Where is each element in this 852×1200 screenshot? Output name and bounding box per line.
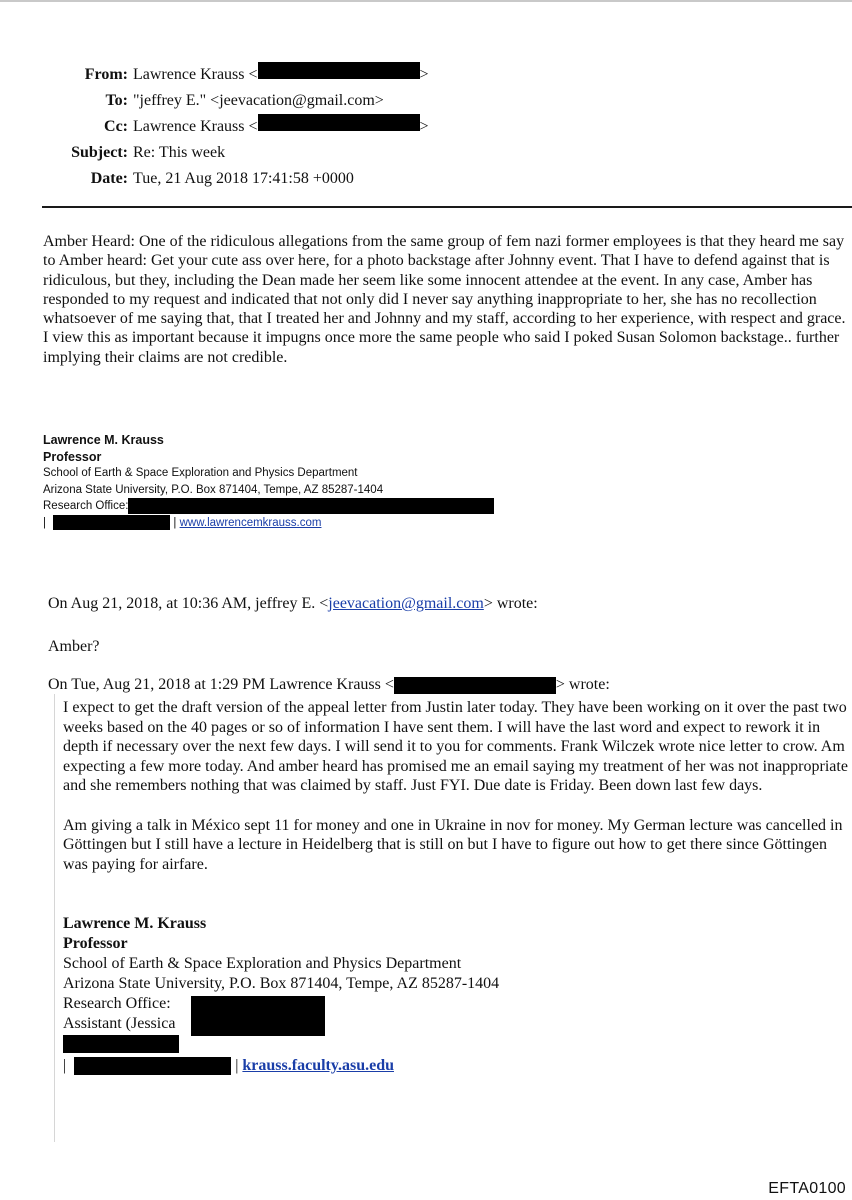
signature-name: Lawrence M. Krauss <box>63 915 207 932</box>
signature-contact-line <box>63 1056 499 1076</box>
signature-title: Professor <box>43 449 102 464</box>
quote-attribution-2 <box>48 675 610 695</box>
to-value: "jeffrey E." <jeevacation@gmail.com> <box>133 92 384 109</box>
email-link[interactable]: jeevacation@gmail.com <box>328 595 484 612</box>
quote-bar <box>54 694 55 1142</box>
from-row <box>40 62 429 88</box>
quoted-paragraph: Am giving a talk in México sept 11 for money and one in Ukraine in nov for money. My German lecture was cancelled in Göttingen but I still have a lecture in Heidelberg that is still on but I have to figure out how to get there since Göttingen was paying for airfare. <box>63 816 843 873</box>
redaction-box <box>74 1057 231 1075</box>
quote-attribution-prefix: On Tue, Aug 21, 2018 at 1:29 PM Lawrence Krauss < <box>48 676 394 693</box>
redaction-box <box>258 114 420 131</box>
assistant-label: Assistant (Jessica <box>63 1015 176 1032</box>
subject-value: Re: This week <box>133 144 226 161</box>
website-link[interactable]: www.lawrencemkrauss.com <box>179 516 322 529</box>
redaction-box <box>63 1035 179 1053</box>
page-top-border <box>0 0 852 2</box>
signature-address: Arizona State University, P.O. Box 871404, Tempe, AZ 85287-1404 <box>63 975 500 992</box>
subject-row <box>40 140 429 166</box>
research-office-label: Research Office: <box>43 500 129 513</box>
quoted-paragraph: I expect to get the draft version of the appeal letter from Justin later today. They have been working on it over the past two weeks based on the 40 pages or so of information I have sent them. I will have the last word and expect to rework it in depth if necessary over the next few days. I will send it to you for comments. Frank Wilczek wrote nice letter to crow. Am expecting a few more today. And amber heard has promised me an email saying my treatment of her was not inappropriate and she remembers nothing that was claimed by staff. Just FYI. Due date is Friday. Been down last few days. <box>63 699 848 794</box>
cc-label: Cc: <box>104 118 128 135</box>
research-office-label: Research Office: <box>63 995 171 1012</box>
quoted-signature-block <box>63 914 499 1076</box>
redaction-box <box>191 996 325 1036</box>
signature-department: School of Earth & Space Exploration and Physics Department <box>63 955 462 972</box>
quote-attribution-1 <box>48 594 538 614</box>
cc-value: Lawrence Krauss < <box>133 118 258 135</box>
date-row <box>40 166 429 192</box>
redaction-box <box>53 515 170 530</box>
email-header <box>40 62 429 192</box>
subject-label: Subject: <box>71 144 128 161</box>
signature-block <box>43 432 494 531</box>
signature-research-office <box>43 498 494 515</box>
separator: | <box>43 516 46 529</box>
signature-contact-line <box>43 515 494 532</box>
to-label: To: <box>105 92 128 109</box>
cc-close: > <box>419 118 429 135</box>
website-link[interactable]: krauss.faculty.asu.edu <box>242 1057 394 1074</box>
signature-department: School of Earth & Space Exploration and Physics Department <box>43 467 358 479</box>
quote-attribution-prefix: On Aug 21, 2018, at 10:36 AM, jeffrey E. < <box>48 595 329 612</box>
from-close: > <box>419 66 429 83</box>
quote-attribution-suffix: > wrote: <box>483 595 538 612</box>
message-body: Amber Heard: One of the ridiculous allegations from the same group of fem nazi former employees is that they heard me say to Amber heard: Get your cute ass over here, for a photo backstage after Johnny event. That I have to defend against that is ridiculous, but they, including the Dean made her seem like some innocent attendee at the event. In any case, Amber has responded to my request and indicated that not only did I never say anything inappropriate to her, she has no recollection whatsoever of me saying that, that I treated her and Johnny and my staff, according to her experience, with respect and grace. I view this as important because it impugns once more the same people who said I poked Susan Solomon backstage.. further implying their claims are not credible. <box>43 233 846 366</box>
from-label: From: <box>84 66 128 83</box>
from-value: Lawrence Krauss < <box>133 66 258 83</box>
date-value: Tue, 21 Aug 2018 17:41:58 +0000 <box>133 170 354 187</box>
header-divider <box>42 206 852 208</box>
redaction-box <box>394 677 556 694</box>
signature-redacted-line <box>63 1034 499 1056</box>
separator: | <box>63 1057 67 1074</box>
document-id: EFTA0100 <box>768 1180 846 1197</box>
signature-title: Professor <box>63 935 128 952</box>
quoted-message-1: Amber? <box>48 638 100 655</box>
to-row <box>40 88 429 114</box>
cc-row <box>40 114 429 140</box>
redaction-box <box>128 498 494 514</box>
signature-address: Arizona State University, P.O. Box 871404, Tempe, AZ 85287-1404 <box>43 483 384 496</box>
quote-attribution-suffix: > wrote: <box>555 676 610 693</box>
redaction-box <box>258 62 420 79</box>
quoted-message-2 <box>63 698 852 874</box>
separator: | <box>231 1057 243 1074</box>
separator: | <box>170 516 180 529</box>
date-label: Date: <box>90 170 128 187</box>
signature-name: Lawrence M. Krauss <box>43 433 164 447</box>
